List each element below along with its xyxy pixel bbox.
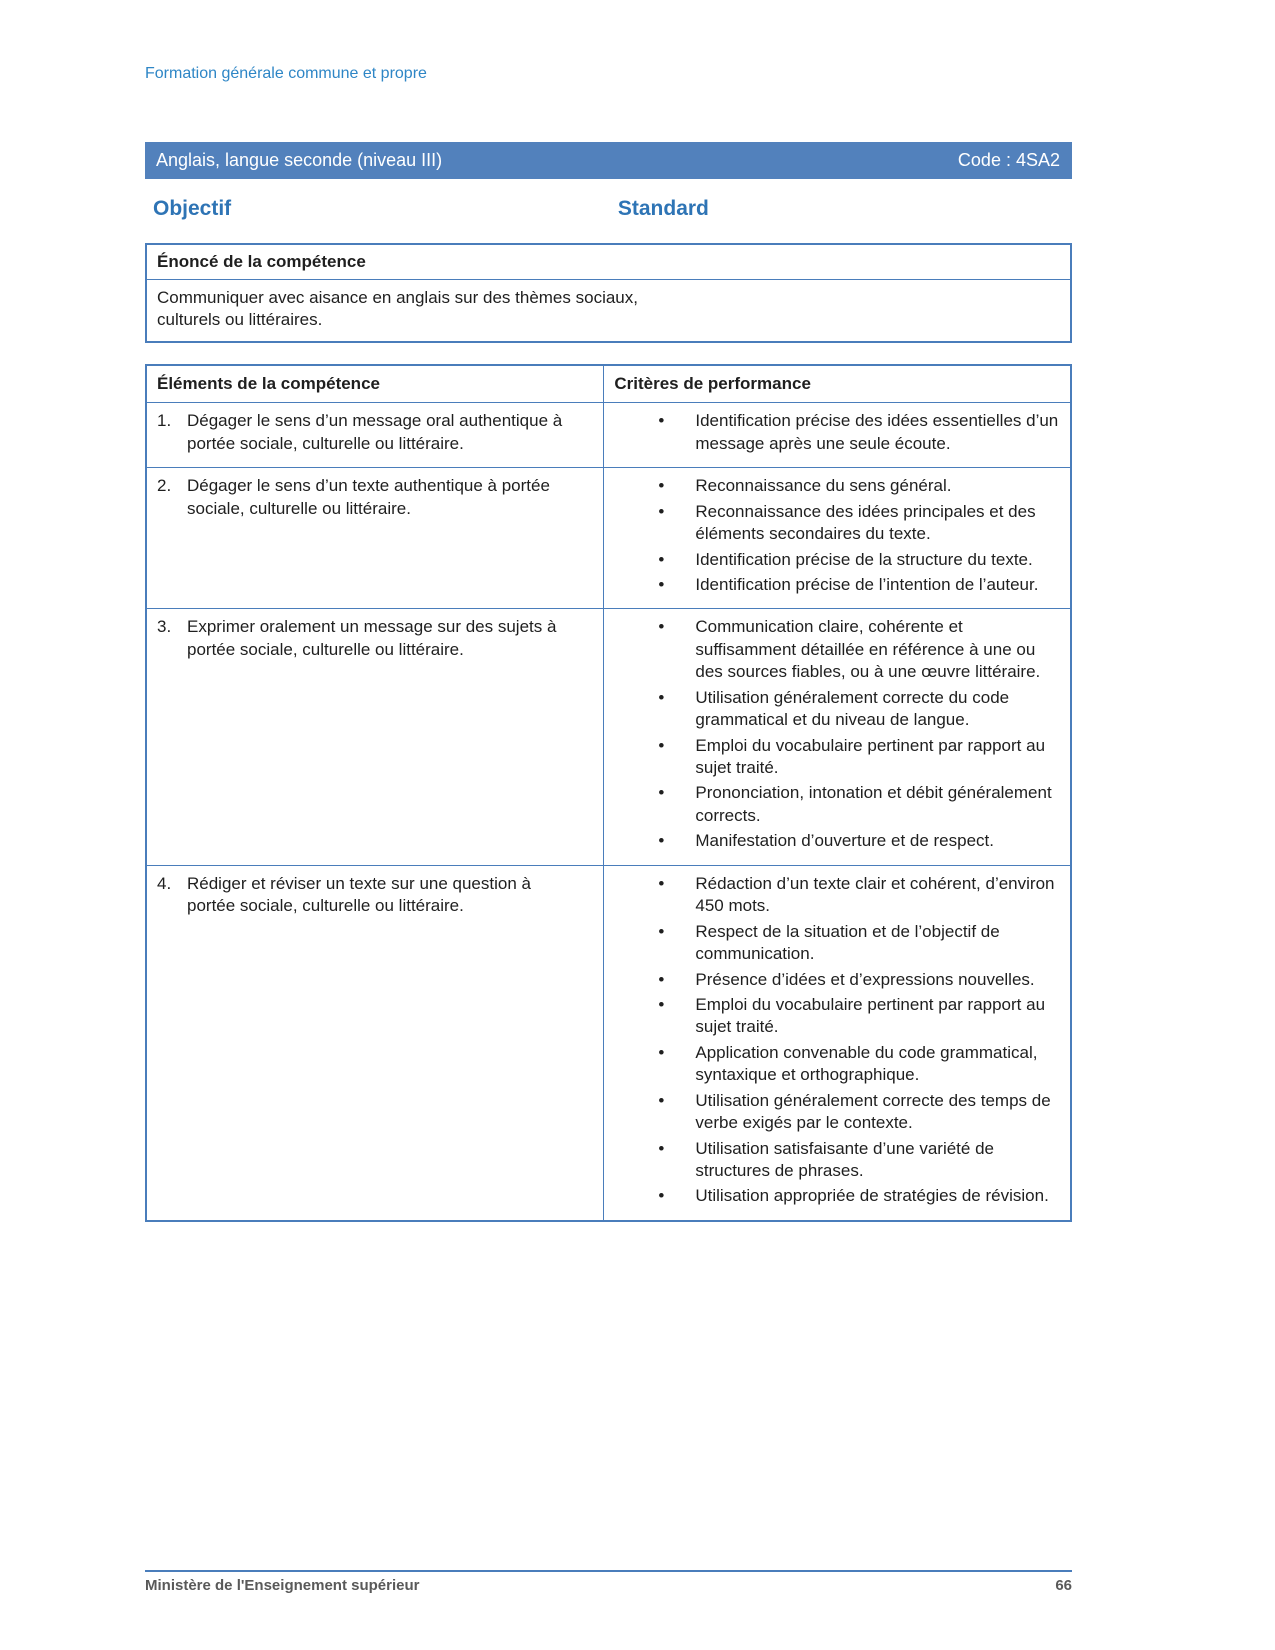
footer-page-number: 66 xyxy=(1055,1577,1072,1594)
criteria-cell xyxy=(604,609,1071,865)
element-cell xyxy=(146,468,604,609)
competence-row xyxy=(146,403,1071,468)
criteria-item: • Communication claire, cohérente et suffisamment détaillée en référence à une ou des sources fiables, ou à une œuvre littéraire. xyxy=(658,616,1060,683)
enonce-title: Énoncé de la compétence xyxy=(147,245,1070,280)
element-item xyxy=(157,616,593,661)
criteria-list xyxy=(614,873,1060,1208)
criteria-item: • Manifestation d’ouverture et de respect. xyxy=(658,830,1060,852)
element-text: Dégager le sens d’un message oral authentique à portée sociale, culturelle ou littéraire. xyxy=(187,411,563,453)
criteria-item: • Utilisation généralement correcte du code grammatical et du niveau de langue. xyxy=(658,687,1060,732)
enonce-box xyxy=(145,243,1072,343)
criteres-column-header: Critères de performance xyxy=(604,365,1071,403)
element-number: 2. xyxy=(157,476,172,496)
element-item xyxy=(157,475,593,520)
criteria-item: • Emploi du vocabulaire pertinent par rapport au sujet traité. xyxy=(658,994,1060,1039)
criteria-item: • Prononciation, intonation et débit généralement corrects. xyxy=(658,782,1060,827)
table-header-row xyxy=(146,365,1071,403)
element-number: 1. xyxy=(157,411,172,431)
title-banner xyxy=(145,142,1072,179)
criteria-item: • Emploi du vocabulaire pertinent par rapport au sujet traité. xyxy=(658,735,1060,780)
criteria-cell xyxy=(604,468,1071,609)
banner-title: Anglais, langue seconde (niveau III) xyxy=(156,150,443,170)
standard-heading: Standard xyxy=(617,197,709,220)
page-footer xyxy=(145,1570,1072,1594)
criteria-item: • Reconnaissance du sens général. xyxy=(658,475,1060,497)
element-cell xyxy=(146,865,604,1221)
element-number: 4. xyxy=(157,873,172,893)
objectif-heading: Objectif xyxy=(153,197,232,220)
criteria-list xyxy=(614,410,1060,455)
criteria-cell xyxy=(604,403,1071,468)
footer-ministry-label: Ministère de l'Enseignement supérieur xyxy=(145,1577,420,1594)
criteria-item: • Identification précise des idées essentielles d’un message après une seule écoute. xyxy=(658,410,1060,455)
competence-row xyxy=(146,609,1071,865)
criteria-item: • Application convenable du code grammatical, syntaxique et orthographique. xyxy=(658,1042,1060,1087)
running-header: Formation générale commune et propre xyxy=(145,65,427,82)
element-cell xyxy=(146,403,604,468)
criteria-item: • Identification précise de la structure du texte. xyxy=(658,549,1060,571)
enonce-body: Communiquer avec aisance en anglais sur des thèmes sociaux, culturels ou littéraires. xyxy=(157,288,638,330)
competence-row xyxy=(146,468,1071,609)
element-text: Rédiger et réviser un texte sur une question à portée sociale, culturelle ou littéraire. xyxy=(187,873,531,916)
criteria-item: • Utilisation satisfaisante d’une variété de structures de phrases. xyxy=(658,1138,1060,1183)
banner-code: Code : 4SA2 xyxy=(957,150,1060,170)
criteria-item: • Respect de la situation et de l’objectif de communication. xyxy=(658,921,1060,966)
criteria-cell xyxy=(604,865,1071,1221)
elements-column-header: Éléments de la compétence xyxy=(146,365,604,403)
criteria-item: • Identification précise de l’intention de l’auteur. xyxy=(658,574,1060,596)
element-item xyxy=(157,410,593,455)
competence-row xyxy=(146,865,1071,1221)
element-number: 3. xyxy=(157,617,172,637)
element-item xyxy=(157,873,593,918)
criteria-list xyxy=(614,616,1060,852)
element-text: Exprimer oralement un message sur des sujets à portée sociale, culturelle ou littéraire. xyxy=(187,617,557,659)
criteria-item: • Rédaction d’un texte clair et cohérent, d’environ 450 mots. xyxy=(658,873,1060,918)
criteria-item: • Utilisation appropriée de stratégies de révision. xyxy=(658,1185,1060,1207)
criteria-item: • Présence d’idées et d’expressions nouvelles. xyxy=(658,969,1060,991)
element-cell xyxy=(146,609,604,865)
element-text: Dégager le sens d’un texte authentique à portée sociale, culturelle ou littéraire. xyxy=(187,476,550,518)
column-headings xyxy=(145,197,1072,221)
criteria-item: • Reconnaissance des idées principales et des éléments secondaires du texte. xyxy=(658,501,1060,546)
competence-table xyxy=(145,364,1072,1222)
criteria-item: • Utilisation généralement correcte des temps de verbe exigés par le contexte. xyxy=(658,1090,1060,1135)
criteria-list xyxy=(614,475,1060,596)
